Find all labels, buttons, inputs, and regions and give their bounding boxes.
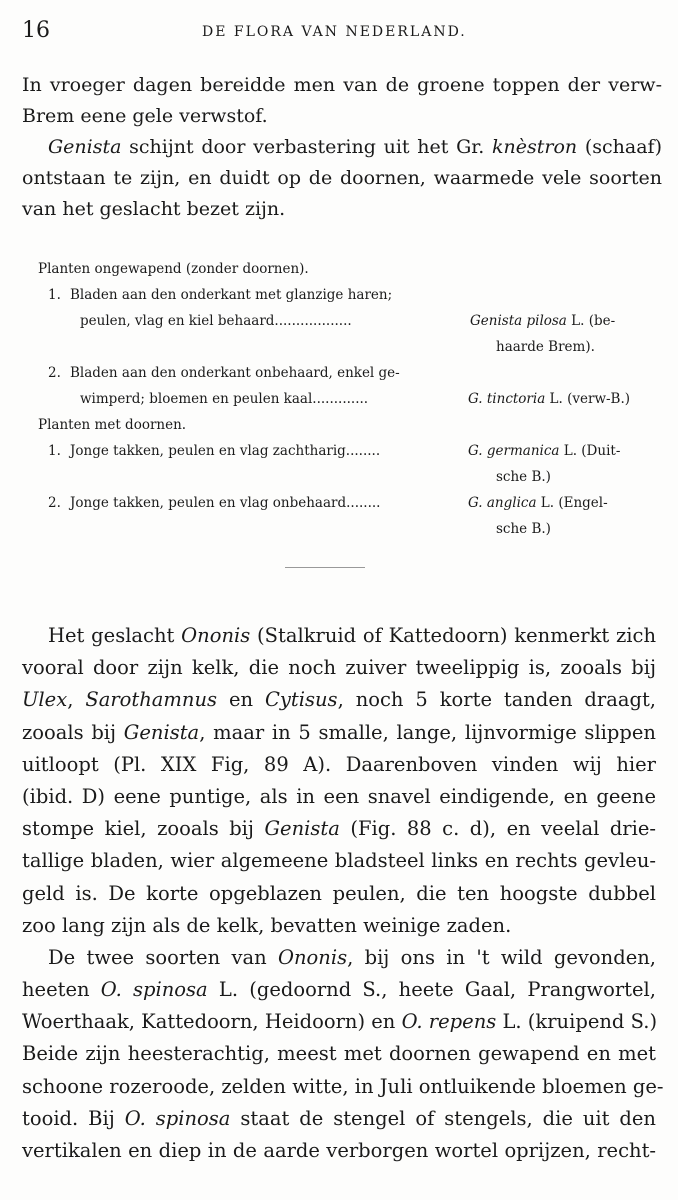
key-text: Jonge takken, peulen en vlag zachtharig........ [70, 443, 381, 459]
genus-name: Genista [48, 136, 122, 158]
key-continuation: sche B.) [496, 521, 551, 537]
key-continuation: sche B.) [496, 469, 551, 485]
key-group-heading: Planten met doornen. [38, 417, 187, 433]
text-run: (Stalkruid of Kattedoorn) kenmerkt zich [250, 624, 656, 647]
text-run: , bij ons in 't wild gevonden, [347, 945, 656, 969]
text-line [22, 813, 656, 845]
text-run: , noch 5 korte tanden draagt, [337, 688, 656, 712]
text-run: , maar in 5 smalle, lange, lijnvormige slippen [199, 720, 656, 744]
text-line: van het geslacht bezet zijn. [22, 198, 286, 220]
text-line: vooral door zijn kelk, die noch zuiver tweelippig is, zooals bij [22, 656, 656, 680]
text-line: Beide zijn heesterachtig, meest met doornen gewapend en met [22, 1042, 656, 1066]
genus-name: Sarothamnus [85, 688, 218, 712]
key-author: L. (be- [566, 313, 616, 329]
key-continuation: haarde Brem). [496, 339, 595, 355]
genus-name: Ononis [277, 945, 348, 969]
key-text: Bladen aan den onderkant onbehaard, enkel ge- [70, 365, 400, 381]
key-group-heading: Planten ongewapend (zonder doornen). [38, 261, 309, 277]
species-name: G. anglica [468, 495, 537, 511]
key-text: wimperd; bloemen en peulen kaal............. [80, 391, 369, 407]
key-author: L. (Duit- [559, 443, 621, 459]
key-number: 2. [48, 365, 61, 381]
species-name: O. spinosa [100, 978, 208, 1002]
key-number: 1. [48, 443, 61, 459]
species-name: O. repens [401, 1010, 497, 1034]
key-author: L. (verw-B.) [545, 391, 631, 407]
text-line: ontstaan te zijn, en duidt op de doornen, waarmede vele soorten [22, 167, 662, 189]
species-name: G. germanica [468, 443, 560, 459]
text-run: (schaaf) [577, 136, 662, 158]
text-line: uitloopt (Pl. XIX Fig, 89 A). Daarenboven vinden wij hier [22, 752, 656, 776]
text-run: Woerthaak, Kattedoorn, Heidoorn) en [22, 1010, 402, 1034]
key-number: 2. [48, 495, 61, 511]
text-line: Brem eene gele verwstof. [22, 105, 268, 127]
identification-key [38, 256, 662, 542]
genus-name: Genista [123, 720, 200, 744]
text-run: , [67, 688, 86, 712]
text-line [22, 1006, 656, 1038]
text-line: (ibid. D) eene puntige, als in een snavel eindigende, en geene [22, 784, 656, 808]
key-author: L. (Engel- [536, 495, 608, 511]
text-run: De twee soorten van [48, 945, 278, 969]
key-text: Bladen aan den onderkant met glanzige haren; [70, 287, 393, 303]
key-text: peulen, vlag en kiel behaard.................. [80, 313, 352, 329]
text-line: geld is. De korte opgeblazen peulen, die ten hoogste dubbel [22, 881, 656, 905]
text-line [22, 942, 656, 974]
section-divider [285, 567, 365, 568]
text-line [22, 132, 662, 163]
text-run: L. (gedoornd S., heete Gaal, Prangwortel, [207, 978, 656, 1002]
species-name: G. tinctoria [468, 391, 546, 407]
genus-name: Ulex [22, 688, 68, 712]
page-number: 16 [22, 18, 50, 43]
text-run: en [217, 688, 265, 712]
text-line [22, 974, 656, 1006]
genus-name: Ononis [181, 624, 251, 647]
greek-word: knèstron [492, 136, 578, 158]
text-run: zooals bij [22, 720, 124, 744]
ononis-text [22, 620, 664, 1167]
text-line [22, 1103, 656, 1135]
text-run: L. (kruipend S.) [496, 1010, 658, 1034]
key-number: 1. [48, 287, 61, 303]
text-line: tallige bladen, wier algemeene bladsteel links en rechts gevleu- [22, 849, 656, 873]
text-run: schijnt door verbastering uit het Gr. [121, 136, 492, 158]
genus-name: Genista [264, 817, 340, 841]
text-run: tooid. Bij [22, 1106, 125, 1130]
text-line [22, 717, 656, 749]
text-line: zoo lang zijn als de kelk, bevatten weinige zaden. [22, 913, 512, 937]
running-title: DE FLORA VAN NEDERLAND. [202, 24, 467, 40]
running-header [22, 18, 638, 46]
species-name: O. spinosa [124, 1106, 231, 1130]
key-text: Jonge takken, peulen en vlag onbehaard........ [70, 495, 381, 511]
text-run: staat de stengel of stengels, die uit den [230, 1106, 656, 1130]
text-run: (Fig. 88 c. d), en veelal drie- [339, 817, 656, 841]
species-name: Genista pilosa [470, 313, 567, 329]
genus-name: Cytisus [264, 688, 338, 712]
text-line: vertikalen en diep in de aarde verborgen wortel oprijzen, recht- [22, 1139, 656, 1162]
intro-paragraph [22, 70, 662, 225]
text-line: In vroeger dagen bereidde men van de groene toppen der verw- [22, 74, 662, 96]
text-line [22, 684, 656, 716]
text-run: stompe kiel, zooals bij [22, 817, 265, 841]
text-run: heeten [22, 978, 101, 1002]
text-line: schoone rozeroode, zelden witte, in Juli ontluikende bloemen ge- [22, 1074, 664, 1098]
text-run: Het geslacht [48, 624, 182, 647]
text-line [22, 620, 656, 652]
